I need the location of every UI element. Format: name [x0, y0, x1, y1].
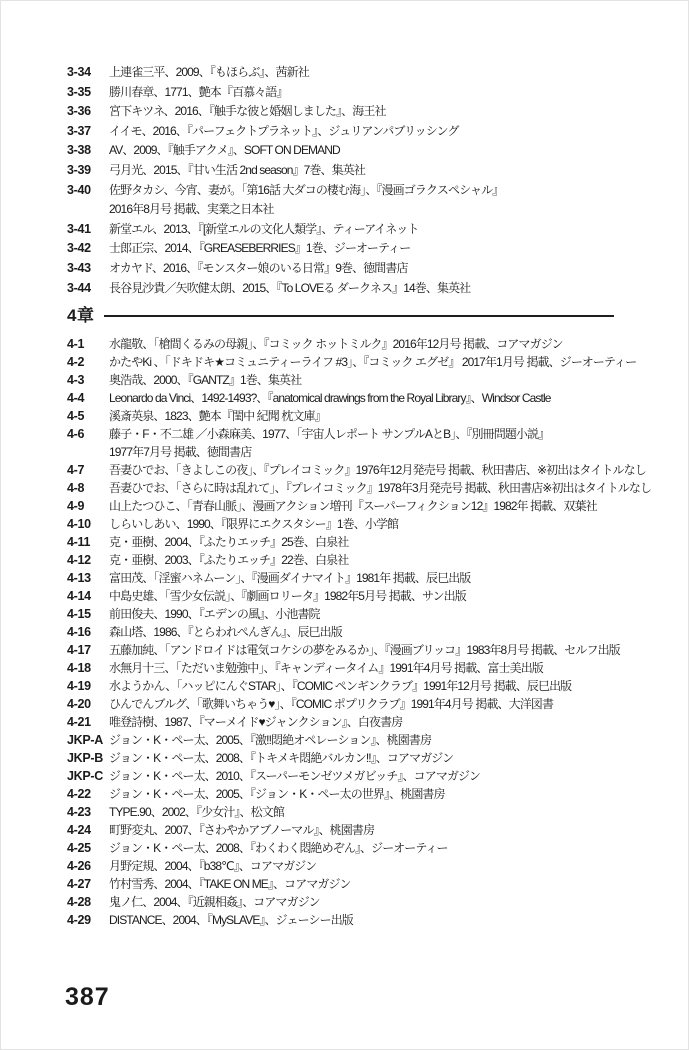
reference-entry [67, 821, 684, 839]
entry-text [109, 181, 684, 220]
entry-label: 4-6 [67, 427, 85, 441]
reference-entry [67, 161, 684, 181]
entry-line: 水龍敬、「槍間くるみの母親」、『コミック ホットミルク』2016年12月号 掲載、コアマガジン [109, 337, 563, 351]
entry-label: 4-12 [67, 553, 91, 567]
entry-line: Leonardo da Vinci、1492-1493?、『anatomical drawings from the Royal Library』、Windsor Castle [109, 391, 551, 405]
entry-text [109, 220, 684, 240]
chapter4-rule-line [104, 315, 614, 318]
entry-line: 唯登詩樹、1987、『マーメイド♥ジャンクション』、白夜書房 [109, 715, 403, 729]
entry-text [109, 569, 684, 587]
entry-text [109, 515, 684, 533]
entry-line: 新堂エル、2013、『[新堂エルの文化人類学』、ティーアイネット [109, 221, 419, 236]
entry-text [109, 83, 684, 103]
entry-label: 3-44 [67, 280, 91, 295]
reference-entry [67, 839, 684, 857]
reference-entry [67, 479, 684, 497]
entry-text [109, 102, 684, 122]
reference-entry [67, 461, 684, 479]
entry-line: 長谷見沙貴／矢吹健太朗、2015、『To LOVEる ダークネス』14巻、集英社 [109, 280, 471, 295]
entry-label: 4-2 [67, 355, 85, 369]
entry-line: ジョン・K・ペー太、2005、『ジョン・K・ペー太の世界』、桃園書房 [109, 787, 445, 801]
entry-line: ジョン・K・ペー太、2010、『スーパーモンゼツメガビッチ』、コアマガジン [109, 769, 480, 783]
reference-entry [67, 407, 684, 425]
reference-entry [67, 587, 684, 605]
reference-entry [67, 605, 684, 623]
entry-text [109, 461, 684, 479]
entry-label: JKP-C [67, 769, 104, 783]
entry-label: 4-20 [67, 697, 91, 711]
entry-text [109, 587, 684, 605]
reference-entry [67, 551, 684, 569]
reference-entry [67, 63, 684, 83]
entry-label: 3-35 [67, 84, 91, 99]
entry-label: 3-41 [67, 221, 91, 236]
entry-line: 中島史雄、「雪少女伝説」、『劇画ロリータ』1982年5月号 掲載、サン出版 [109, 589, 466, 603]
entry-line: 町野変丸、2007、『さわやかアブノーマル』、桃園書房 [109, 823, 375, 837]
entry-text [109, 767, 684, 785]
entry-line: 山上たつひこ、「青春山脈」、漫画アクション増刊『スーパーフィクション12』1982年 掲載、双葉社 [109, 499, 597, 513]
entry-text [109, 731, 684, 749]
entry-text [109, 605, 684, 623]
entry-label: 3-39 [67, 162, 91, 177]
reference-entry [67, 181, 684, 220]
entry-label: JKP-A [67, 733, 104, 747]
entry-line: イイモ、2016、『パーフェクトプラネット』、ジュリアンパブリッシング [109, 123, 459, 138]
reference-entry [67, 749, 684, 767]
entry-text [109, 122, 684, 142]
entry-line: ジョン・K・ペー太、2005、『激!!悶絶オペレーション』、桃園書房 [109, 733, 432, 747]
entry-label: 4-22 [67, 787, 91, 801]
reference-entry [67, 220, 684, 240]
entry-label: 4-13 [67, 571, 91, 585]
entry-label: 4-19 [67, 679, 91, 693]
entry-line: オカヤド、2016、『モンスター娘のいる日常』9巻、徳間書店 [109, 260, 408, 275]
entry-line: 竹村雪秀、2004、『TAKE ON ME』、コアマガジン [109, 877, 351, 891]
reference-entry [67, 677, 684, 695]
entry-text [109, 63, 684, 83]
entry-line: 水無月十三、「ただいま勉強中」、『キャンディータイム』1991年4月号 掲載、富士美出版 [109, 661, 543, 675]
entry-line: 五藤加純、「アンドロイドは電気コケシの夢をみるか」、『漫画ブリッコ』1983年8月号 掲載、セルフ出版 [109, 643, 620, 657]
reference-entry [67, 803, 684, 821]
entry-label: 4-4 [67, 391, 85, 405]
entry-line: 弓月光、2015、『甘い生活 2nd season』7巻、集英社 [109, 162, 365, 177]
entry-text [109, 875, 684, 893]
entry-label: 4-26 [67, 859, 91, 873]
entry-text [109, 479, 684, 497]
entry-line: 富田茂、「淫蜜ハネムーン」、『漫画ダイナマイト』1981年 掲載、辰巳出版 [109, 571, 471, 585]
reference-entry [67, 122, 684, 142]
entry-line: 勝川春章、1771、艶本『百慕々語』 [109, 84, 288, 99]
reference-entry [67, 623, 684, 641]
entry-line: 鬼ノ仁、2004、『近親相姦』、コアマガジン [109, 895, 320, 909]
entry-label: 4-9 [67, 499, 85, 513]
entry-text [109, 353, 684, 371]
entry-text [109, 641, 684, 659]
reference-entry [67, 533, 684, 551]
entry-text [109, 911, 684, 929]
entry-text [109, 893, 684, 911]
entry-text [109, 389, 684, 407]
reference-entry [67, 893, 684, 911]
entry-line: 吾妻ひでお、「さらに時は乱れて」、『プレイコミック』1978年3月発売号 掲載、秋田書店※初出はタイトルなし [109, 481, 652, 495]
section3-reference-list [67, 63, 684, 298]
entry-line: 水ようかん、「ハッピにんぐSTAR」、『COMIC ペンギンクラブ』1991年12月号 掲載、辰巳出版 [109, 679, 572, 693]
entry-label: 3-38 [67, 143, 91, 158]
entry-line: 森山塔、1986、『とらわれぺんぎん』、辰巳出版 [109, 625, 342, 639]
reference-entry [67, 335, 684, 353]
entry-label: 3-40 [67, 182, 91, 197]
reference-entry [67, 259, 684, 279]
chapter4-title: 4章 [67, 306, 95, 325]
entry-line: AV、2009、『触手アクメ』、SOFT ON DEMAND [109, 143, 340, 158]
entry-text [109, 551, 684, 569]
entry-line: ひんでんブルグ、「歌舞いちゃう♥」、『COMIC ポプリクラブ』1991年4月号 掲載、大洋図書 [109, 697, 554, 711]
entry-text [109, 407, 684, 425]
entry-line: 吾妻ひでお、「きよしこの夜」、『プレイコミック』1976年12月発売号 掲載、秋田書店、※初出はタイトルなし [109, 463, 646, 477]
reference-entry [67, 641, 684, 659]
entry-line: 上連雀三平、2009、『もほらぶ』、茜新社 [109, 65, 309, 79]
entry-label: 4-29 [67, 913, 91, 927]
entry-label: 4-23 [67, 805, 91, 819]
entry-label: 4-28 [67, 895, 91, 909]
entry-line: 溪斎英泉、1823、艶本『閨中 紀聞 枕文庫』 [109, 409, 326, 423]
entry-label: 4-11 [67, 535, 91, 549]
entry-line: ジョン・K・ペー太、2008、『わくわく悶絶めぞん』、ジーオーティー [109, 841, 448, 855]
entry-label: 4-18 [67, 661, 91, 675]
entry-text [109, 821, 684, 839]
entry-line: 藤子・F・不二雄 ／小森麻美、1977、「宇宙人レポート サンプルAとB」、『別冊問題小説』 [109, 427, 550, 441]
chapter4-header [67, 303, 614, 329]
entry-line: ジョン・K・ペー太、2008、『トキメキ悶絶バルカン!!』、コアマガジン [109, 751, 454, 765]
entry-text [109, 803, 684, 821]
entry-text [109, 677, 684, 695]
reference-entry [67, 767, 684, 785]
page-number: 387 [65, 983, 110, 1011]
reference-entry [67, 911, 684, 929]
entry-line: しらいしあい、1990、『限界にエクスタシー』1巻、小学館 [109, 517, 399, 531]
reference-entry [67, 102, 684, 122]
entry-label: 3-42 [67, 241, 91, 256]
reference-entry [67, 353, 684, 371]
entry-label: 4-21 [67, 715, 91, 729]
entry-label: 3-36 [67, 104, 91, 119]
entry-label: 4-14 [67, 589, 91, 603]
entry-text [109, 161, 684, 181]
entry-label: 4-1 [67, 337, 85, 351]
entry-label: 4-16 [67, 625, 91, 639]
reference-entry [67, 371, 684, 389]
entry-line: 2016年8月号 掲載、実業之日本社 [109, 202, 274, 217]
entry-line: TYPE.90、2002、『少女汁』、松文館 [109, 805, 284, 819]
entry-text [109, 279, 684, 299]
entry-text [109, 695, 684, 713]
entry-label: 3-37 [67, 123, 91, 138]
entry-text [109, 623, 684, 641]
entry-text [109, 839, 684, 857]
entry-line: 宮下キツネ、2016、『触手な彼と婚姻しました』、海王社 [109, 104, 386, 119]
entry-line: 奥浩哉、2000、『GANTZ』1巻、集英社 [109, 373, 302, 387]
entry-line: 士郎正宗、2014、『GREASEBERRIES』1巻、ジーオーティー [109, 241, 411, 256]
entry-label: 4-15 [67, 607, 91, 621]
entry-label: 4-25 [67, 841, 91, 855]
entry-label: 4-5 [67, 409, 85, 423]
entry-text [109, 533, 684, 551]
reference-entry [67, 875, 684, 893]
entry-text [109, 335, 684, 353]
entry-text [109, 749, 684, 767]
reference-entry [67, 857, 684, 875]
reference-entry [67, 569, 684, 587]
entry-text [109, 371, 684, 389]
reference-entry [67, 713, 684, 731]
reference-entry [67, 389, 684, 407]
entry-line: 1977年7月号 掲載、徳間書店 [109, 445, 252, 459]
reference-entry [67, 695, 684, 713]
reference-entry [67, 497, 684, 515]
reference-entry [67, 659, 684, 677]
entry-label: 4-10 [67, 517, 91, 531]
entry-line: 前田俊夫、1990、『エデンの風』、小池書院 [109, 607, 320, 621]
entry-label: 4-7 [67, 463, 85, 477]
entry-label: JKP-B [67, 751, 104, 765]
reference-entry [67, 279, 684, 299]
entry-line: 克・亜樹、2003、『ふたりエッチ』22巻、白泉社 [109, 553, 349, 567]
entry-line: 佐野タカシ、今宵、妻が。「第16話 大ダコの棲む海」、『漫画ゴラクスペシャル』 [109, 182, 504, 197]
entry-line: かたやKi 、「ドキドキ★コミュニティーライフ #3」、『コミック エグゼ』 2017年1月号 掲載、ジーオーティー [109, 355, 637, 369]
entry-text [109, 239, 684, 259]
reference-entry [67, 731, 684, 749]
entry-text [109, 259, 684, 279]
entry-label: 4-17 [67, 643, 91, 657]
reference-entry [67, 239, 684, 259]
entry-line: 月野定規、2004、『b38℃』、コアマガジン [109, 859, 317, 873]
entry-text [109, 425, 684, 461]
entry-text [109, 497, 684, 515]
reference-entry [67, 83, 684, 103]
entry-label: 4-3 [67, 373, 85, 387]
reference-entry [67, 141, 684, 161]
entry-text [109, 141, 684, 161]
entry-label: 4-27 [67, 877, 91, 891]
entry-text [109, 857, 684, 875]
entry-text [109, 713, 684, 731]
entry-line: 克・亜樹、2004、『ふたりエッチ』25巻、白泉社 [109, 535, 349, 549]
reference-entry [67, 785, 684, 803]
entry-text [109, 785, 684, 803]
reference-entry [67, 515, 684, 533]
entry-label: 4-24 [67, 823, 91, 837]
section4-reference-list [67, 335, 684, 929]
entry-line: DISTANCE、2004、『MySLAVE』、ジェーシー出版 [109, 913, 353, 927]
entry-label: 4-8 [67, 481, 85, 495]
entry-text [109, 659, 684, 677]
entry-label: 3-34 [67, 65, 91, 79]
entry-label: 3-43 [67, 260, 91, 275]
reference-entry [67, 425, 684, 461]
